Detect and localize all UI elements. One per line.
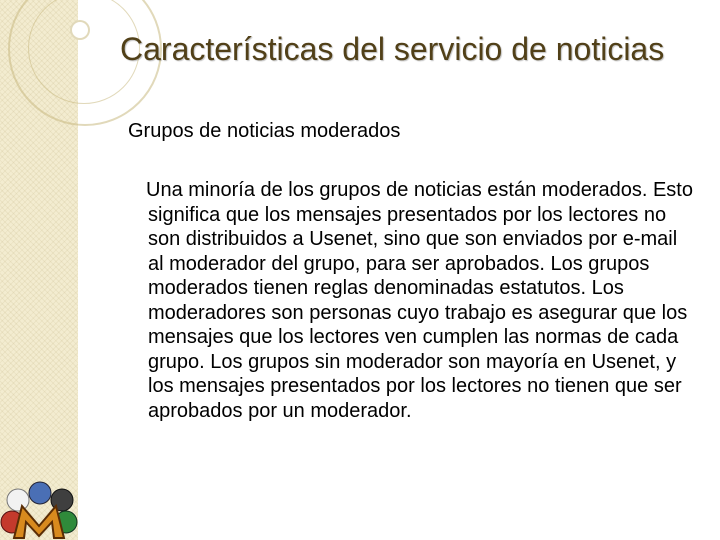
slide-title: Características del servicio de noticias xyxy=(120,31,665,67)
magic-m-logo-icon xyxy=(0,478,78,540)
slide-subheading: Grupos de noticias moderados xyxy=(128,120,401,142)
decorative-ring-small xyxy=(70,20,90,40)
slide-body-text: Una minoría de los grupos de noticias están moderados. Esto significa que los mensajes presentados por los lectores no son distribuidos a Usenet, sino que son enviados por e-mail al moderador del grupo, para ser aprobados. Los grupos moderados tienen reglas denominadas estatutos. Los moderadores son personas cuyo trabajo es asegurar que los mensajes que los lectores ven cumplen las normas de cada grupo. Los grupos sin moderador son mayoría en Usenet, y los mensajes presentados por los lectores no tienen que ser aprobados por un moderador. xyxy=(146,179,693,422)
